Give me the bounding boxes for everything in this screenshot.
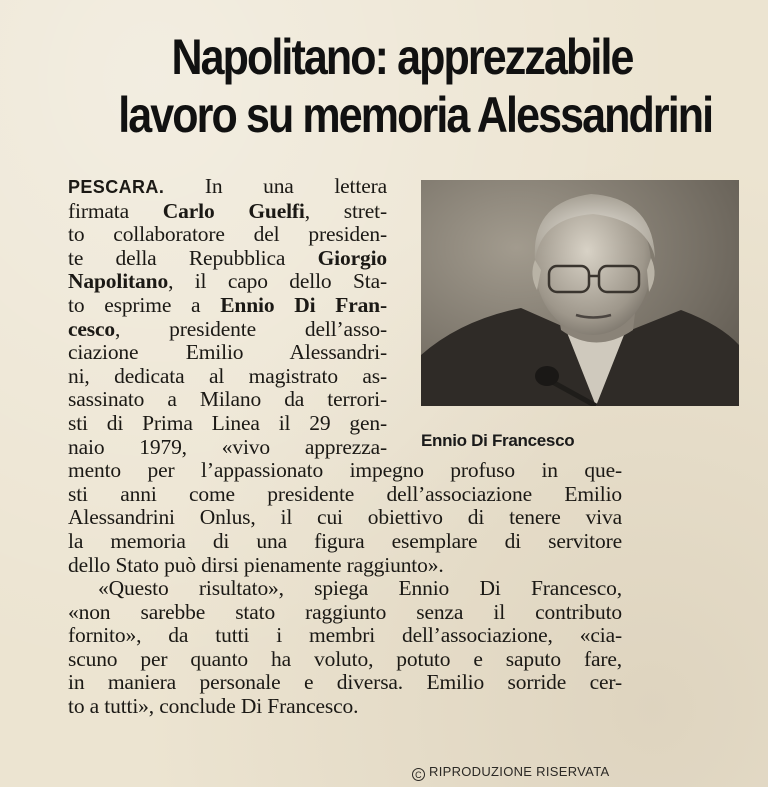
body-line-6: to esprime a Ennio Di Fran- [68,292,387,317]
body-line-13: mento per l’appassionato impegno profuso in que- [68,458,622,483]
body-line-22: in maniera personale e diversa. Emilio sorride cer- [68,670,622,695]
body-line-2: firmata Carlo Guelfi, stret- [68,198,387,223]
headline-line-1: Napolitano: apprezzabile [171,29,633,85]
headline [118,28,713,144]
body-line-10: sassinato a Milano da terrori- [68,387,387,412]
body-line-4: te della Repubblica Giorgio [68,245,387,270]
dateline-kicker: PESCARA. [68,177,165,197]
body-line-21: scuno per quanto ha voluto, potuto e saputo fare, [68,646,622,671]
body-line-9: ni, dedicata al magistrato as- [68,363,387,388]
copyright-text: RIPRODUZIONE RISERVATA [429,764,610,779]
body-line-23: to a tutti», conclude Di Francesco. [68,694,359,719]
headline-line-2: lavoro su memoria Alessandrini [118,87,713,143]
body-line-18: «Questo risultato», spiega Ennio Di Francesco, [98,576,622,601]
body-line-7: cesco, presidente dell’asso- [68,316,387,341]
article-body [68,175,628,719]
body-line-17: dello Stato può dirsi pienamente raggiunto». [68,552,444,577]
body-line-11: sti di Prima Linea il 29 gen- [68,410,387,435]
body-line-12: naio 1979, «vivo apprezza- [68,434,387,459]
photo-caption: Ennio Di Francesco [421,431,575,450]
body-line-19: «non sarebbe stato raggiunto senza il contributo [68,599,622,624]
body-line-14: sti anni come presidente dell’associazione Emilio [68,481,622,506]
body-line-3: to collaboratore del presiden- [68,222,387,247]
body-line-8: ciazione Emilio Alessandri- [68,340,387,365]
copyright-icon: C [412,768,425,781]
body-line-15: Alessandrini Onlus, il cui obiettivo di tenere viva [68,505,622,530]
copyright-notice [412,764,609,781]
body-line-20: fornito», da tutti i membri dell’associazione, «cia- [68,623,622,648]
body-line-1: PESCARA. In una lettera [68,174,387,198]
body-line-16: la memoria di una figura esemplare di servitore [68,528,622,553]
body-line-5: Napolitano, il capo dello Sta- [68,269,387,294]
